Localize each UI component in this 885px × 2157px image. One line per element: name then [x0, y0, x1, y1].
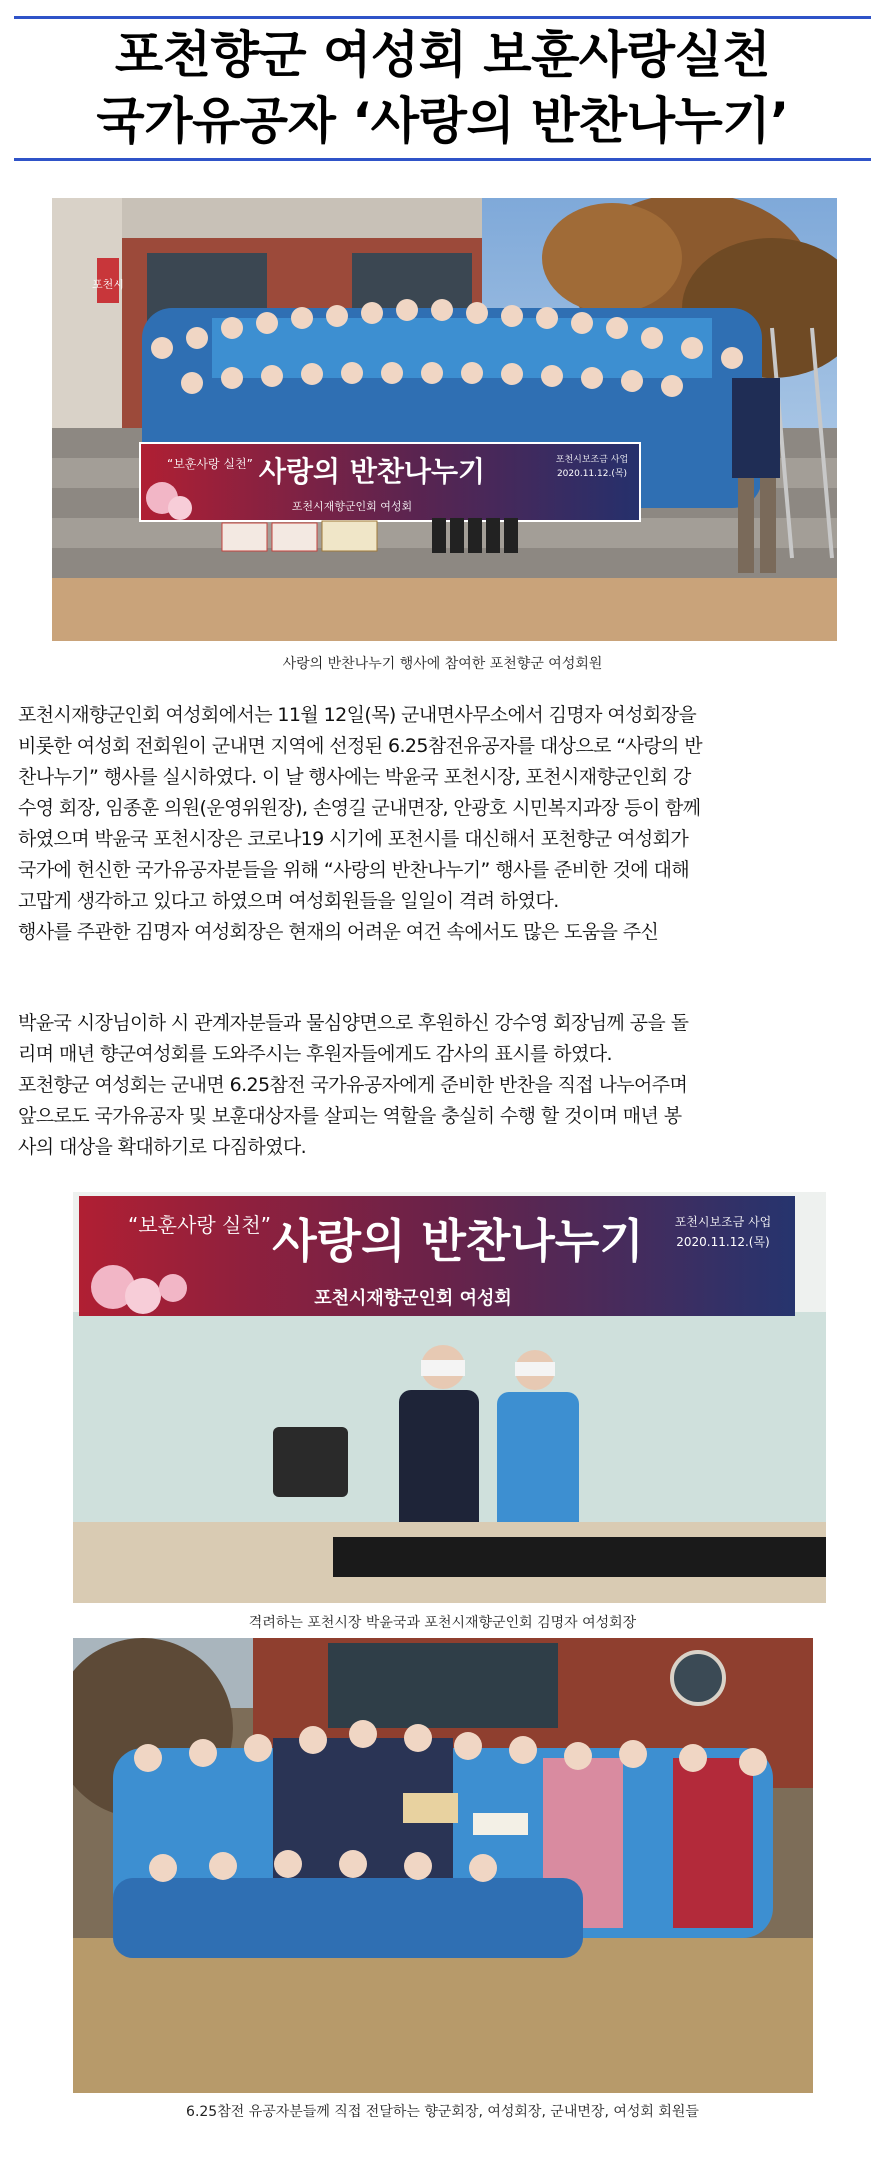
paragraph-line: 하였으며 박윤국 포천시장은 코로나19 시기에 포천시를 대신해서 포천향군 여성회가	[18, 828, 689, 850]
photo-1-caption: 사랑의 반찬나누기 행사에 참여한 포천향군 여성회원	[282, 656, 603, 672]
paragraph-line: 사의 대상을 확대하기로 다짐하였다.	[18, 1136, 307, 1158]
crowd-group	[113, 1720, 773, 1958]
paragraph-line: 포천향군 여성회는 군내면 6.25참전 국가유공자에게 준비한 반찬을 직접 나누어주며	[18, 1074, 688, 1096]
group-photo-steps	[52, 198, 837, 641]
banner-date-text: 2020.11.12.(목)	[676, 1235, 770, 1249]
banner-small-text: “보훈사랑 실천”	[167, 457, 253, 471]
banner-small-text: “보훈사랑 실천”	[128, 1213, 271, 1237]
paragraph-line: 수영 회장, 임종훈 의원(운영위원장), 손영길 군내면장, 안광호 시민복지과장 등이 함께	[18, 797, 701, 819]
event-banner	[140, 443, 640, 521]
paragraph-line: 찬나누기” 행사를 실시하였다. 이 날 행사에는 박윤국 포천시장, 포천시재향군인회 강	[18, 766, 691, 788]
top-rule	[14, 16, 871, 19]
article-paragraph-2	[18, 1008, 870, 1163]
paragraph-line: 행사를 주관한 김명자 여성회장은 현재의 어려운 여건 속에서도 많은 도움을 주신	[18, 921, 659, 943]
outdoor-group-photo	[73, 1638, 813, 2093]
banner-org-text: 포천시재향군인회 여성회	[291, 500, 413, 513]
building-sign-text: 포천시	[92, 278, 124, 291]
bottom-rule	[14, 158, 871, 161]
banner-main-text: 사랑의 반찬나누기	[258, 455, 486, 488]
headline-line-1: 포천향군 여성회 보훈사랑실천	[114, 26, 771, 84]
banner-main-text: 사랑의 반찬나누기	[272, 1214, 644, 1268]
paragraph-line: 리며 매년 향군여성회를 도와주시는 후원자들에게도 감사의 표시를 하였다.	[18, 1043, 612, 1065]
paragraph-line: 비롯한 여성회 전회원이 군내면 지역에 선정된 6.25참전유공자를 대상으로 “사랑의 반	[18, 735, 702, 757]
photo-2-caption: 격려하는 포천시장 박윤국과 포천시재향군인회 김명자 여성회장	[248, 1615, 637, 1631]
banner-org-text: 포천시재향군인회 여성회	[314, 1288, 512, 1309]
paragraph-line: 박윤국 시장님이하 시 관계자분들과 물심양면으로 후원하신 강수영 회장님께 공을 돌	[18, 1012, 689, 1034]
paragraph-line: 포천시재향군인회 여성회에서는 11월 12일(목) 군내면사무소에서 김명자 여성회장을	[18, 704, 697, 726]
photo-3-caption: 6.25참전 유공자분들께 직접 전달하는 향군회장, 여성회장, 군내면장, 여성회 회원들	[186, 2104, 699, 2120]
article-paragraph-1	[18, 700, 870, 948]
headline-line-2: 국가유공자 ‘사랑의 반찬나누기’	[96, 92, 789, 150]
handshake-photo	[73, 1192, 826, 1603]
banner-sponsor-text: 포천시보조금 사업	[555, 455, 629, 465]
event-banner	[79, 1196, 795, 1316]
paragraph-line: 앞으로도 국가유공자 및 보훈대상자를 살피는 역할을 충실히 수행 할 것이며 매년 봉	[18, 1105, 682, 1127]
paragraph-line: 국가에 헌신한 국가유공자분들을 위해 “사랑의 반찬나누기” 행사를 준비한 것에 대해	[18, 859, 690, 881]
banner-date-text: 2020.11.12.(목)	[556, 469, 628, 479]
paragraph-line: 고맙게 생각하고 있다고 하였으며 여성회원들을 일일이 격려 하였다.	[18, 890, 559, 912]
banner-sponsor-text: 포천시보조금 사업	[674, 1215, 772, 1229]
